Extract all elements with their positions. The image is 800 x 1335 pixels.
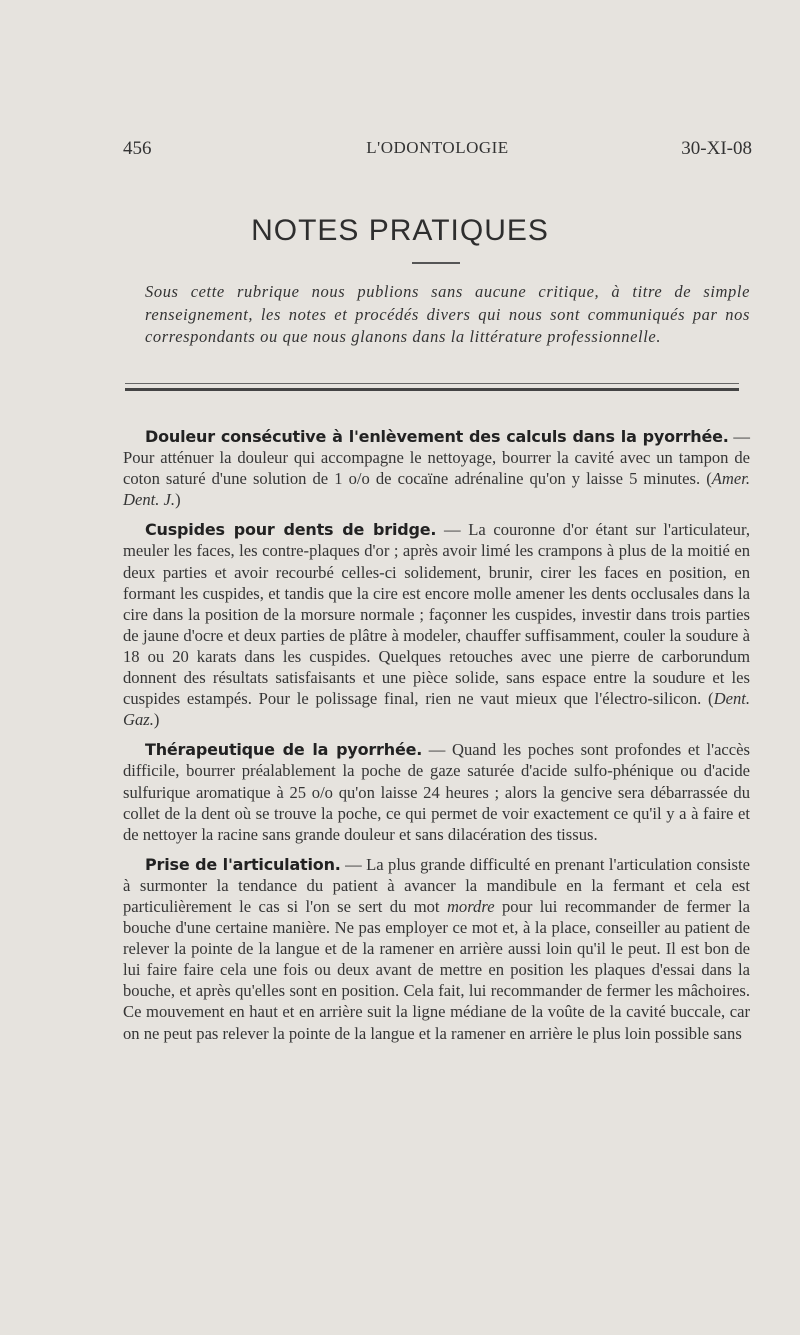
page-number: 456 [123, 138, 152, 159]
note-source: Dent. Gaz. [123, 689, 750, 730]
note-text: — La couronne d'or étant sur l'articulateur, meuler les faces, les contre-plaques d'or ; après avoir limé les crampons à plus de la moitié en deux parties et avoir recourbé celles-ci solidement, brunir, cirer les faces en position, en formant les cuspides, et tandis que la cire est encore molle amener les dents occlusales dans la cire dans la position de la morsure normale ; façonner les cuspides, investir dans trois parties de jaune d'ocre et deux parties de plâtre à modeler, chauffer suffisamment, couler la soudure à 18 ou 20 karats dans les cuspides. Quelques retouches avec une pierre de carborundum donnent des résultats satisfaisants et une pièce solide, sans espace entre la soudure et les cuspides estampés. Pour le polissage final, rien ne vaut mieux que l'électro-silicon. ( [123, 520, 750, 709]
note-close: ) [153, 710, 160, 730]
intro-paragraph: Sous cette rubrique nous publions sans aucune critique, à titre de simple renseignement, les notes et procédés divers qui nous sont communiqués par nos correspondants ou que nous glanons dans la littérature professionnelle. [145, 282, 750, 346]
running-header [123, 138, 752, 168]
title-rule [412, 262, 460, 264]
section-title: NOTES PRATIQUES [251, 214, 549, 247]
note-paragraph [123, 519, 750, 730]
journal-title: L'ODONTOLOGIE [366, 138, 509, 157]
note-source: Amer. Dent. J. [123, 469, 750, 510]
notes-body [123, 426, 750, 1053]
separator-rule-thin [125, 383, 739, 384]
note-heading: Thérapeutique de la pyorrhée. [145, 740, 423, 760]
note-text: — Quand les poches sont profondes et l'accès difficile, bourrer préalablement la poche de gaze saturée d'acide sulfo-phénique ou d'acide sulfurique aromatique à 25 o/o qu'on laisse 24 heures ; alors la gencive sera débarrassée du collet de la dent où se trouve la poche, ce qui permet de voir exactement ce qu'il y a à faire et de nettoyer la racine sans grande douleur et sans dilacération des tissus. [123, 740, 750, 844]
note-heading: Douleur consécutive à l'enlèvement des calculs dans la pyorrhée. [145, 427, 729, 446]
note-paragraph [123, 426, 750, 510]
note-close: ) [175, 490, 181, 510]
note-heading: Prise de l'articulation. [145, 854, 341, 874]
separator-rule-thick [125, 388, 739, 391]
note-emphasis: mordre [446, 896, 495, 916]
note-paragraph [123, 739, 750, 844]
issue-date: 30-XI-08 [681, 138, 752, 159]
note-text-continued: pour lui recommander de fermer la bouche d'une certaine manière. Ne pas employer ce mot et, à la place, conseiller au patient de relever la pointe de la langue et de la ramener en arrière aussi loin qu'il le peut. Il est bon de lui faire faire cela une fois ou deux avant de mettre en position les plaques d'essai dans la bouche, et après qu'elles sont en position. Cela fait, lui recommander de fermer les mâchoires. Ce mouvement en haut et en arrière suit la ligne médiane de la voûte de la cavité buccale, car on ne peut pas relever la pointe de la langue et la ramener en arrière le plus loin possible sans [123, 896, 750, 1043]
note-text: — Pour atténuer la douleur qui accompagne le nettoyage, bourrer la cavité avec un tampon de coton saturé d'une solution de 1 o/o de cocaïne adrénaline qu'on y laisse 5 minutes. ( [123, 427, 750, 489]
note-text: — La plus grande difficulté en prenant l'articulation consiste à surmonter la tendance du patient à avancer la mandibule en la fermant et cela est particulièrement le cas si l'on se sert du mot [123, 854, 750, 916]
note-heading: Cuspides pour dents de bridge. [145, 520, 437, 540]
note-paragraph [123, 854, 750, 1044]
